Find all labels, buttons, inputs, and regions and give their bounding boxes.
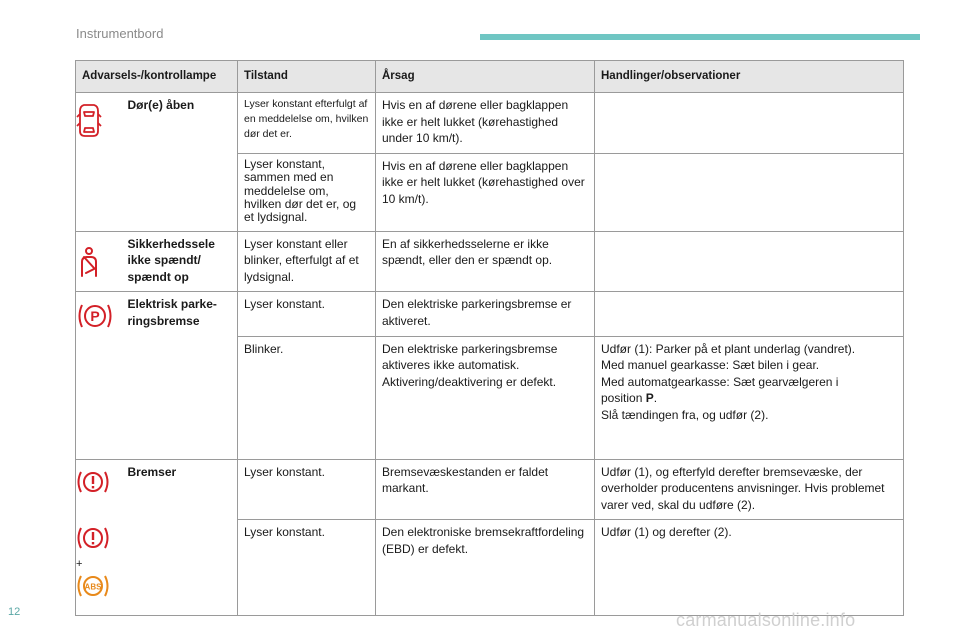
action-cell [595, 231, 904, 292]
action-cell [595, 292, 904, 336]
cause-cell: Hvis en af dørene eller bagklappen ikke er helt lukket (kørehastighed under 10 km/t). [376, 93, 595, 154]
table-row [76, 93, 904, 154]
seatbelt-icon [76, 246, 102, 283]
action-line: Med automatgearkasse: Sæt gearvælgeren i [601, 374, 839, 389]
table-row [76, 231, 904, 292]
condition-cell: Lyser konstant. [238, 520, 376, 616]
column-header-cause: Årsag [376, 61, 595, 93]
watermark: carmanualsonline.info [676, 610, 856, 630]
table-row [76, 459, 904, 520]
lamp-name-parking-brake: Elektrisk parke-ringsbremse [122, 292, 238, 459]
action-line: Udfør (1): Parker på et plant underlag (vandret). [601, 341, 856, 356]
column-header-condition: Tilstand [238, 61, 376, 93]
lamp-name-door: Dør(e) åben [122, 93, 238, 232]
svg-text:ABS: ABS [84, 582, 102, 592]
condition-cell: Lyser konstant efterfulgt af en meddelelse om, hvilken dør det er. [238, 93, 376, 154]
lamp-name-brakes: Bremser [122, 459, 238, 616]
action-line: Med manuel gearkasse: Sæt bilen i gear. [601, 358, 820, 373]
page-number: 12 [8, 606, 21, 618]
table-row [76, 292, 904, 336]
condition-cell: Lyser konstant. [238, 459, 376, 520]
svg-text:P: P [90, 308, 100, 325]
table-header-row [76, 61, 904, 93]
condition-cell: Lyser konstant, sammen med en meddelelse om, hvilken dør det er, og et lydsignal. [238, 153, 376, 231]
column-header-lamp: Advarsels-/kontrollampe [76, 61, 238, 93]
abs-icon [76, 572, 110, 605]
section-accent-bar [480, 34, 920, 40]
brake-warning-icon [76, 524, 110, 557]
lamp-name-seatbelt: Sikkerhedssele ikke spændt/ spændt op [122, 231, 238, 292]
condition-cell: Lyser konstant. [238, 292, 376, 336]
action-cell: Udfør (1) og derefter (2). [595, 520, 904, 616]
cause-cell: Bremsevæskestanden er faldet markant. [376, 459, 595, 520]
action-cell [595, 336, 904, 459]
action-cell: Udfør (1), og efterfyld derefter bremsevæske, der overholder producentens anvisninger. Hvis problemet varer ved, skal du udføre (2). [595, 459, 904, 520]
warning-lamps-table [75, 60, 904, 616]
condition-cell: Blinker. [238, 336, 376, 459]
gear-position-p: P [645, 391, 654, 406]
action-cell [595, 93, 904, 154]
action-line: Slå tændingen fra, og udfør (2). [601, 407, 769, 422]
door-open-icon [76, 101, 102, 144]
brake-warning-icon [76, 468, 110, 501]
plus-sign: + [76, 558, 83, 571]
condition-cell: Lyser konstant eller blinker, efterfulgt af et lydsignal. [238, 231, 376, 292]
action-line: position P. [601, 391, 658, 406]
cause-cell: En af sikkerhedsselerne er ikke spændt, eller den er spændt op. [376, 231, 595, 292]
cause-cell: Den elektroniske bremsekraftfordeling (EBD) er defekt. [376, 520, 595, 616]
cause-cell: Den elektriske parkeringsbremse aktiveres ikke automatisk. Aktivering/deaktivering er defekt. [376, 336, 595, 459]
cause-cell: Hvis en af dørene eller bagklappen ikke er helt lukket (kørehastighed over 10 km/t). [376, 153, 595, 231]
column-header-action: Handlinger/observationer [595, 61, 904, 93]
parking-brake-icon [76, 300, 114, 337]
action-cell [595, 153, 904, 231]
cause-cell: Den elektriske parkeringsbremse er aktiveret. [376, 292, 595, 336]
section-title: Instrumentbord [76, 26, 164, 41]
